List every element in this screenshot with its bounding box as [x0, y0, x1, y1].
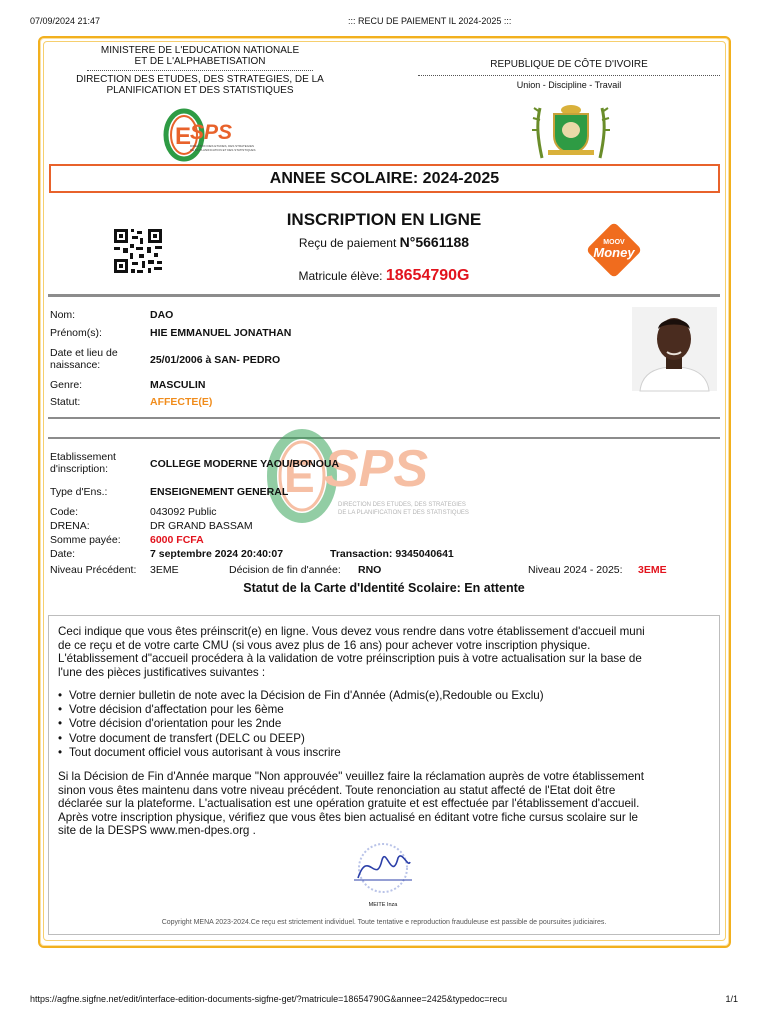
current-level-value: 3EME [638, 564, 667, 576]
gender-label: Genre: [50, 379, 83, 391]
ministry-header [60, 45, 340, 96]
date-value: 7 septembre 2024 20:40:07 [150, 548, 284, 560]
required-documents-list [58, 689, 708, 760]
qr-code-icon [110, 226, 166, 276]
info-line: sinon vous êtes maintenu dans votre niveau précédent. Toute renonciation au statut affecté de l'Etat doit être [58, 783, 616, 797]
current-level-label: Niveau 2024 - 2025: [528, 564, 623, 576]
print-page-count: 1/1 [725, 994, 738, 1004]
drena-label: DRENA: [50, 520, 90, 532]
signer-name: MEITE Inza [368, 902, 398, 908]
print-title: ::: RECU DE PAIEMENT IL 2024-2025 ::: [348, 16, 512, 26]
birth-label-line: Date et lieu de [50, 347, 118, 359]
drena-value: DR GRAND BASSAM [150, 520, 253, 532]
code-value: 043092 Public [150, 506, 217, 518]
school-label-line: d'inscription: [50, 463, 109, 475]
print-header [30, 16, 738, 28]
info-paragraph [58, 770, 710, 838]
education-type-value: ENSEIGNEMENT GENERAL [150, 486, 289, 498]
last-name-value: DAO [150, 309, 174, 321]
svg-text:Money: Money [593, 245, 635, 260]
copyright-notice: Copyright MENA 2023-2024.Ce reçu est strictement individuel. Toute tentative e reproduction frauduleuse est passible de poursuites judiciaires. [161, 919, 607, 926]
transaction-value: Transaction: 9345040641 [330, 548, 454, 560]
info-line: déclarée sur la plateforme. L'actualisation est une opération gratuite et est effectuée par l'établissement d'accueil. [58, 797, 640, 811]
student-photo [632, 307, 717, 391]
divider [87, 70, 313, 71]
republic-name: REPUBLIQUE DE CÔTE D'IVOIRE [490, 59, 648, 70]
receipt-label: Reçu de paiement [298, 236, 400, 250]
birth-label-line: naissance: [50, 359, 101, 371]
republic-motto: Union - Discipline - Travail [516, 80, 622, 90]
svg-text:DIRECTION DES ETUDES, DES STRA: DIRECTION DES ETUDES, DES STRATEGIES [190, 144, 254, 148]
school-label [50, 451, 116, 475]
svg-text:E: E [284, 450, 315, 502]
section-divider [48, 294, 720, 297]
svg-text:DIRECTION DES ETUDES, DES STRA: DIRECTION DES ETUDES, DES STRATEGIES [338, 502, 466, 508]
last-name-label: Nom: [50, 309, 76, 321]
direction-line: PLANIFICATION ET DES STATISTIQUES [106, 85, 294, 96]
info-line: Si la Décision de Fin d'Année marque "Non approuvée" veuillez faire la réclamation auprès de votre établissement [58, 770, 644, 783]
print-url: https://agfne.sigfne.net/edit/interface-edition-documents-sigfne-get/?matricule=18654790G&annee=2425&typedoc=recu [30, 994, 508, 1004]
student-id-value: 18654790G [385, 267, 470, 284]
list-item: • Tout document officiel vous autorisant à vous inscrire [58, 746, 708, 760]
ministry-line: ET DE L'ALPHABETISATION [134, 56, 266, 67]
previous-level-label: Niveau Précédent: [50, 564, 137, 576]
code-label: Code: [50, 506, 79, 518]
amount-value: 6000 FCFA [150, 534, 204, 546]
info-line: L'établissement d"accueil procédera à la validation de votre préinscription puis à votre actualisation sur la base de [58, 652, 642, 666]
previous-level-value: 3EME [150, 564, 179, 576]
school-year-banner: ANNEE SCOLAIRE: 2024-2025 [49, 164, 720, 193]
date-label: Date: [50, 548, 76, 560]
svg-text:SPS: SPS [324, 440, 429, 498]
student-id-label: Matricule élève: [298, 269, 386, 283]
status-label: Statut: [50, 396, 81, 408]
info-line: l'une des pièces justificatives suivantes : [58, 665, 266, 679]
info-line: site de la DESPS www.men-dpes.org . [58, 824, 256, 838]
svg-text:MOOV: MOOV [603, 239, 625, 246]
education-type-label: Type d'Ens.: [50, 486, 108, 498]
info-line: de ce reçu et de votre carte CMU (si vous avez plus de 16 ans) pour achever votre inscription physique. [58, 638, 591, 652]
first-name-label: Prénom(s): [50, 327, 102, 339]
signature-stamp [348, 838, 418, 898]
moov-money-logo [583, 219, 645, 281]
list-item: • Votre décision d'affectation pour les 6ème [58, 703, 708, 717]
school-label-line: Etablissement [50, 451, 116, 463]
republic-header [418, 59, 720, 90]
birth-label [50, 347, 118, 371]
id-card-status: Statut de la Carte d'Identité Scolaire: En attente [243, 581, 525, 595]
svg-text:E: E [175, 123, 192, 150]
coat-of-arms-icon [530, 100, 612, 160]
info-line: Après votre inscription physique, vérifiez que vous êtes bien actualisé en éditant votre fiche cursus scolaire sur le [58, 810, 638, 824]
divider [418, 75, 720, 76]
school-value: COLLEGE MODERNE YAOU/BONOUA [150, 458, 340, 470]
list-item: • Votre décision d'orientation pour les 2nde [58, 717, 708, 731]
decision-label: Décision de fin d'année: [229, 564, 341, 576]
amount-label: Somme payée: [50, 534, 121, 546]
info-line: Ceci indique que vous êtes préinscrit(e) en ligne. Vous devez vous rendre dans votre établissement d'accueil muni [58, 625, 645, 638]
print-datetime: 07/09/2024 21:47 [30, 16, 101, 26]
receipt-number: N°5661188 [399, 234, 470, 250]
desps-logo [160, 105, 256, 163]
registration-title: INSCRIPTION EN LIGNE [286, 210, 482, 229]
svg-text:SPS: SPS [190, 121, 233, 144]
first-name-value: HIE EMMANUEL JONATHAN [150, 327, 292, 339]
info-paragraph [58, 625, 708, 679]
direction-line: DIRECTION DES ETUDES, DES STRATEGIES, DE LA [76, 74, 324, 85]
svg-text:DE LA PLANIFICATION ET DES STA: DE LA PLANIFICATION ET DES STATISTIQUES [338, 510, 469, 516]
status-badge: AFFECTE(E) [150, 396, 213, 408]
ministry-line: MINISTERE DE L'EDUCATION NATIONALE [100, 45, 300, 56]
receipt-number-line [200, 234, 568, 250]
list-item: • Votre document de transfert (DELC ou DEEP) [58, 732, 708, 746]
svg-text:DE LA PLANIFICATION ET DES STA: DE LA PLANIFICATION ET DES STATISTIQUES [190, 148, 256, 152]
gender-value: MASCULIN [150, 379, 206, 391]
print-footer [30, 994, 738, 1006]
decision-value: RNO [358, 564, 382, 576]
list-item: • Votre dernier bulletin de note avec la Décision de Fin d'Année (Admis(e),Redouble ou Exclu) [58, 689, 708, 703]
student-id-line [200, 267, 568, 285]
birth-value: 25/01/2006 à SAN- PEDRO [150, 354, 281, 366]
